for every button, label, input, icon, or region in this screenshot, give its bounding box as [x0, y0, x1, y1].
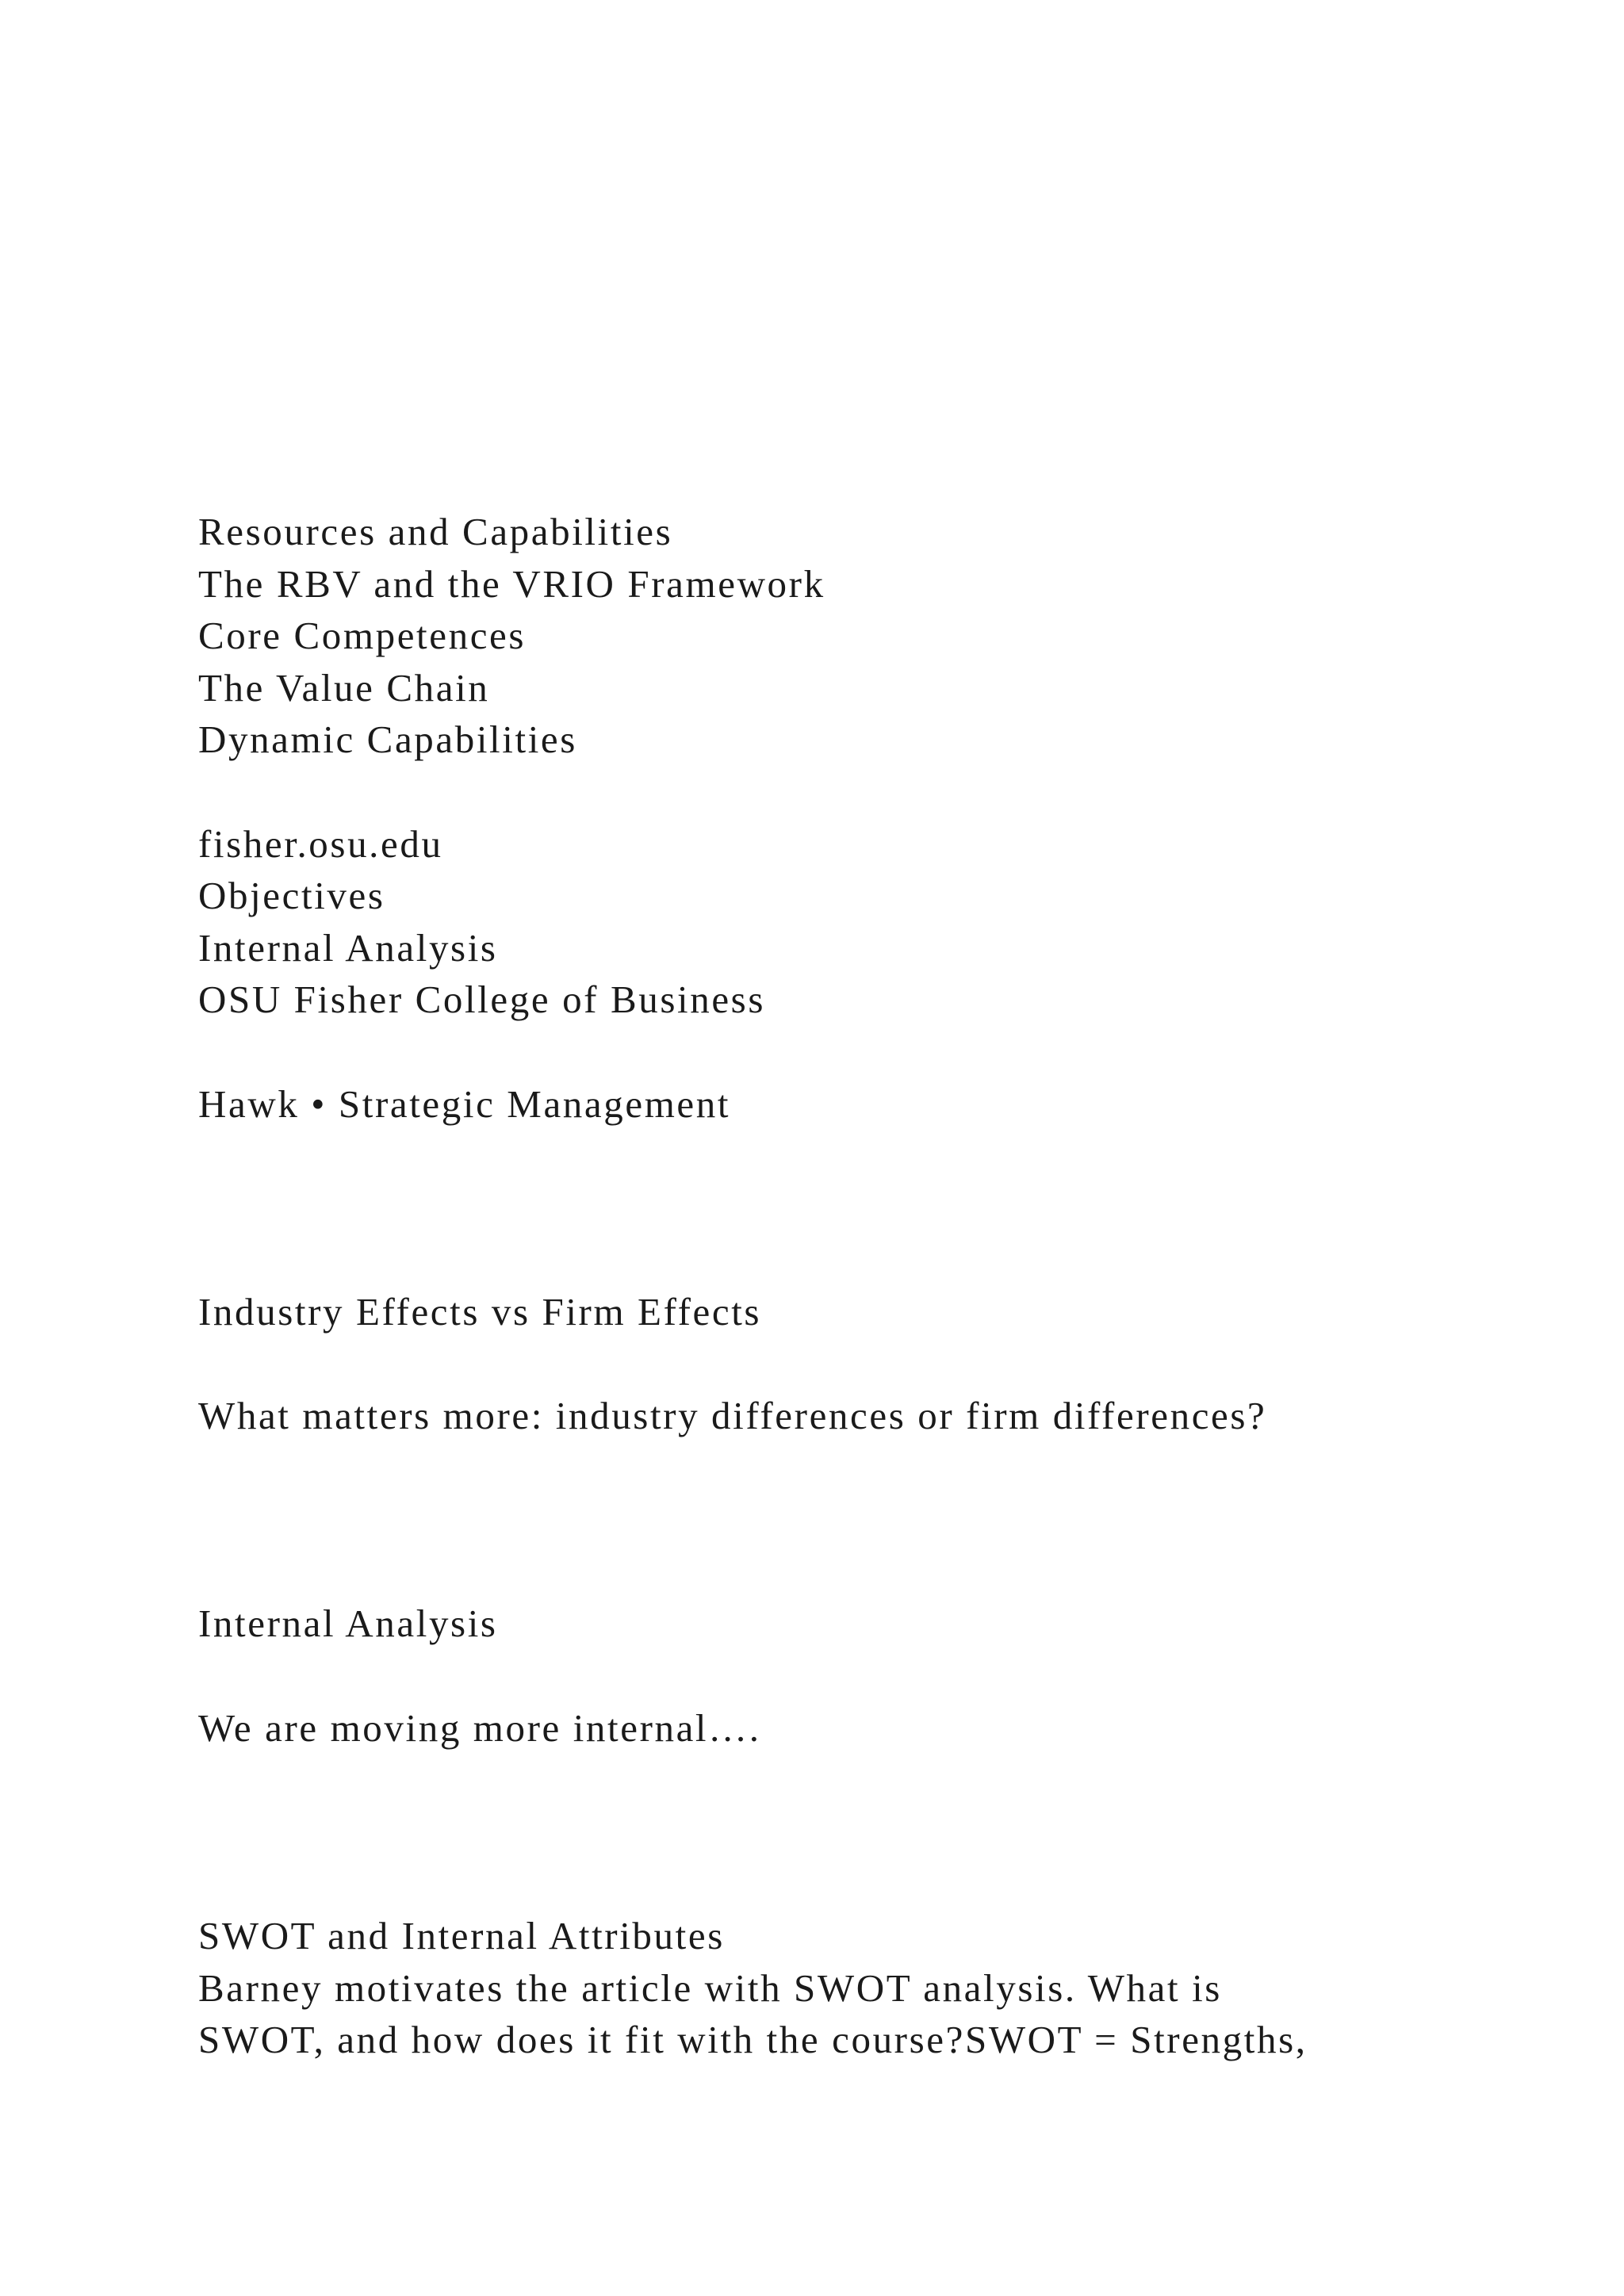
- blank-line: [198, 766, 1562, 818]
- section-heading-internal-analysis: Internal Analysis: [198, 1601, 498, 1646]
- swot-body-line-2: SWOT, and how does it fit with the course?SWOT = Strengths,: [198, 2018, 1308, 2062]
- swot-body-line-1: Barney motivates the article with SWOT analysis. What is: [198, 1965, 1222, 2010]
- blank-line: [198, 1754, 1562, 1806]
- topic-core-competences: Core Competences: [198, 614, 527, 658]
- question-text: What matters more: industry differences or firm differences?: [198, 1394, 1267, 1438]
- blank-line: [198, 1650, 1562, 1702]
- blank-line: [198, 1182, 1562, 1234]
- internal-analysis-text: Internal Analysis: [198, 925, 498, 970]
- blank-line: [198, 1130, 1562, 1182]
- topic-rbv-vrio-framework: The RBV and the VRIO Framework: [198, 561, 825, 606]
- topic-dynamic-capabilities: Dynamic Capabilities: [198, 718, 577, 762]
- blank-line: [198, 1442, 1562, 1494]
- course-credit-line: Hawk • Strategic Management: [198, 1081, 731, 1126]
- blank-line: [198, 1546, 1562, 1598]
- blank-line: [198, 1494, 1562, 1546]
- topic-value-chain: The Value Chain: [198, 665, 490, 710]
- blank-line: [198, 1806, 1562, 1858]
- topic-resources-and-capabilities: Resources and Capabilities: [198, 510, 673, 553]
- internal-analysis-body: We are moving more internal….: [198, 1705, 761, 1750]
- blank-line: [198, 1234, 1562, 1286]
- blank-line: [198, 1338, 1562, 1391]
- college-name: OSU Fisher College of Business: [198, 978, 765, 1022]
- section-heading-swot: SWOT and Internal Attributes: [198, 1914, 725, 1958]
- website-text: fisher.osu.edu: [198, 821, 443, 866]
- blank-line: [198, 1858, 1562, 1910]
- blank-line: [198, 1026, 1562, 1078]
- document-body: [198, 506, 1562, 2066]
- section-heading-industry-vs-firm: Industry Effects vs Firm Effects: [198, 1289, 762, 1334]
- objectives-heading: Objectives: [198, 874, 385, 918]
